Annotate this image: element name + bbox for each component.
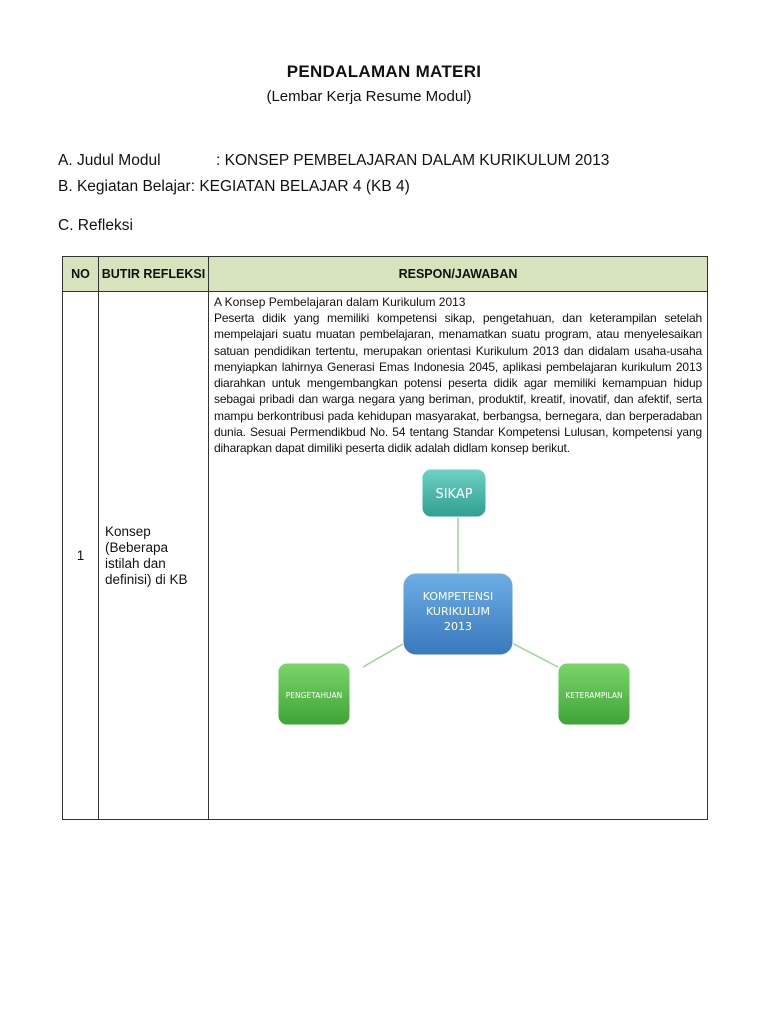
node-sikap (422, 469, 486, 517)
node-center-line2: KURIKULUM (426, 604, 490, 618)
learning-activity-value: : KEGIATAN BELAJAR 4 (KB 4) (190, 178, 410, 195)
module-title-label: A. Judul Modul (58, 152, 161, 169)
node-keterampilan-label: KETERAMPILAN (565, 690, 623, 700)
respon-heading: A Konsep Pembelajaran dalam Kurikulum 2013 (214, 295, 466, 309)
node-sikap-label: SIKAP (435, 486, 473, 502)
node-pengetahuan (278, 663, 350, 725)
header-respon: RESPON/JAWABAN (209, 257, 708, 292)
node-center (403, 573, 513, 655)
node-pengetahuan-label: PENGETAHUAN (285, 690, 343, 700)
node-center-line3: 2013 (444, 619, 472, 633)
header-no: NO (63, 257, 99, 292)
module-title-row (58, 152, 609, 170)
respon-text: Peserta didik yang memiliki kompetensi sikap, pengetahuan, dan keterampilan setelah mempelajari suatu muatan pembelajaran, menamatkan suatu program, atau menyelesaikan satuan pendidikan tertentu, merupakan orientasi Kurikulum 2013 dan didalam usaha-usaha menyiapkan lahirnya Generasi Emas Indonesia 2045, aplikasi pembelajaran kurikulum 2013 diarahkan untuk mengembangkan potensi peserta didik agar memiliki kemampuan hidup sebagai pribadi dan warga negara yang beriman, produktif, kreatif, inovatif, dan afektif, serta mampu berkontribusi pada kehidupan masyarakat, berbangsa, bernegara, dan berperadaban dunia. Sesuai Permendikbud No. 54 tentang Standar Kompetensi Lulusan, kompetensi yang diharapkan dapat dimiliki peserta didik adalah didlam konsep berikut. (214, 311, 702, 456)
node-center-line1: KOMPETENSI (422, 589, 494, 603)
node-keterampilan (558, 663, 630, 725)
learning-activity-label: B. Kegiatan Belajar (58, 178, 191, 195)
table-header-row (63, 257, 708, 292)
header-butir: BUTIR REFLEKSI (99, 257, 209, 292)
reflection-table (62, 256, 708, 820)
connector-left (363, 641, 408, 667)
page-title: PENDALAMAN MATERI (286, 62, 482, 81)
table-row (63, 292, 708, 820)
row-butir: Konsep (Beberapa istilah dan definisi) di KB (99, 292, 209, 820)
connector-right (508, 641, 558, 667)
reflection-label: C. Refleksi (58, 217, 133, 234)
row-number: 1 (63, 292, 99, 820)
competency-diagram (258, 469, 678, 739)
module-title-value: : KONSEP PEMBELAJARAN DALAM KURIKULUM 2013 (216, 152, 610, 169)
page-subtitle: (Lembar Kerja Resume Modul) (266, 88, 472, 105)
learning-activity-row (58, 178, 410, 196)
row-respon (209, 292, 708, 820)
